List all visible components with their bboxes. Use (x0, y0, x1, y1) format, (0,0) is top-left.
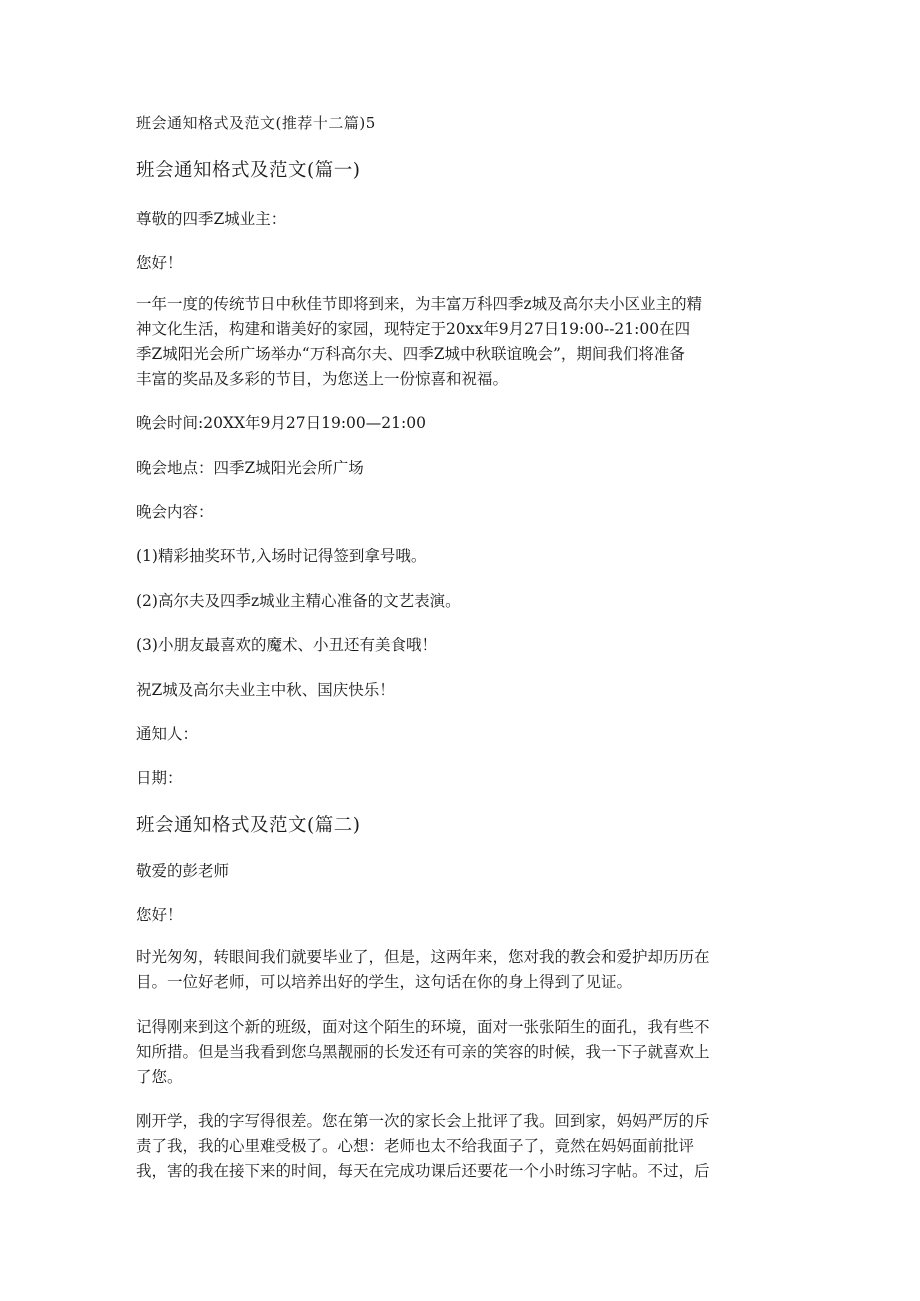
text-line: 责了我，我的心里难受极了。心想：老师也太不给我面子了，竟然在妈妈面前批评 (136, 1137, 695, 1155)
intro-paragraph (136, 292, 776, 392)
text-line: 丰富的奖品及多彩的节目，为您送上一份惊喜和祝福。 (136, 370, 509, 388)
section-heading-1: 班会通知格式及范文(篇一) (136, 160, 361, 181)
text-line: 知所措。但是当我看到您乌黑靓丽的长发还有可亲的笑容的时候，我一下子就喜欢上 (136, 1043, 710, 1061)
event-item-1: (1)精彩抽奖环节,入场时记得签到拿号哦。 (136, 547, 427, 565)
text-line: 季Z城阳光会所广场举办“万科高尔夫、四季Z城中秋联谊晚会”，期间我们将准备 (136, 345, 685, 363)
letter-paragraph-1 (136, 945, 776, 995)
greeting-1: 尊敬的四季Z城业主： (136, 210, 287, 228)
document-title: 班会通知格式及范文(推荐十二篇)5 (136, 114, 376, 132)
event-location: 晚会地点：四季Z城阳光会所广场 (136, 459, 364, 477)
notifier-line: 通知人： (136, 725, 199, 743)
text-line: 目。一位好老师，可以培养出好的学生，这句话在你的身上得到了见证。 (136, 973, 633, 991)
event-time: 晚会时间:20XX年9月27日19:00—21:00 (136, 414, 426, 432)
text-line: 了您。 (136, 1068, 183, 1086)
letter-paragraph-2 (136, 1015, 776, 1090)
text-line: 记得刚来到这个新的班级，面对这个陌生的环境，面对一张张陌生的面孔，我有些不 (136, 1018, 710, 1036)
date-line: 日期： (136, 769, 183, 787)
letter-paragraph-3 (136, 1109, 776, 1184)
event-content-label: 晚会内容： (136, 503, 214, 521)
salutation-1: 您好！ (136, 254, 183, 272)
text-line: 刚开学，我的字写得很差。您在第一次的家长会上批评了我。回到家，妈妈严厉的斥 (136, 1112, 710, 1130)
text-line: 时光匆匆，转眼间我们就要毕业了，但是，这两年来，您对我的教会和爱护却历历在 (136, 948, 710, 966)
text-line: 一年一度的传统节日中秋佳节即将到来，为丰富万科四季z城及高尔夫小区业主的精 (136, 295, 703, 313)
text-line: 神文化生活，构建和谐美好的家园，现特定于20xx年9月27日19:00--21:00在四 (136, 320, 691, 338)
section-heading-2: 班会通知格式及范文(篇二) (136, 815, 361, 836)
wish-line: 祝Z城及高尔夫业主中秋、国庆快乐！ (136, 681, 395, 699)
text-line: 我，害的我在接下来的时间，每天在完成功课后还要花一个小时练习字帖。不过，后 (136, 1162, 710, 1180)
salutation-2: 您好！ (136, 906, 183, 924)
event-item-3: (3)小朋友最喜欢的魔术、小丑还有美食哦！ (136, 636, 437, 654)
event-item-2: (2)高尔夫及四季z城业主精心准备的文艺表演。 (136, 592, 461, 610)
greeting-2: 敬爱的彭老师 (136, 862, 230, 880)
